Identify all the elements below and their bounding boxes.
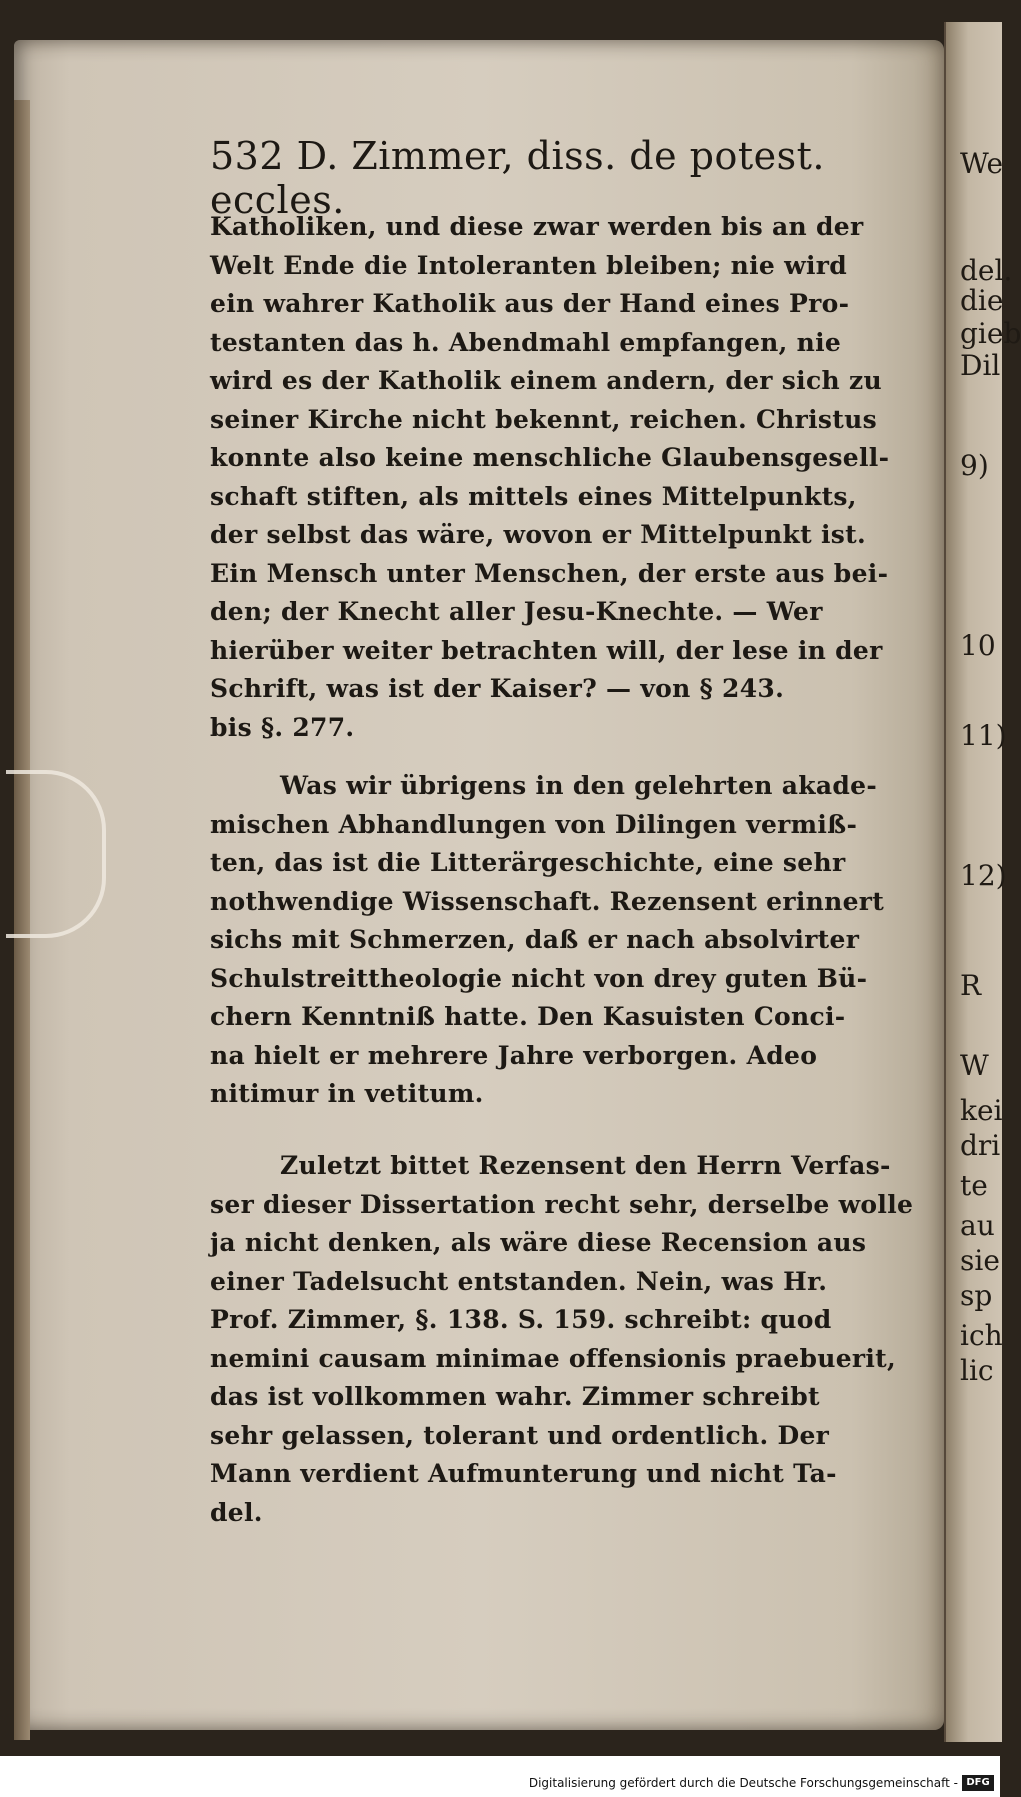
text-line: ser dieser Dissertation recht sehr, derselbe wolle [210, 1189, 914, 1219]
adjacent-page-fragment: die [960, 284, 1004, 317]
adjacent-page-fragment: 11) [960, 719, 1007, 752]
text-line: Was wir übrigens in den gelehrten akade- [280, 771, 878, 800]
text-line: chern Kenntniß hatte. Den Kasuisten Conci- [210, 1002, 846, 1031]
text-line: der selbst das wäre, wovon er Mittelpunkt ist. [210, 520, 866, 549]
adjacent-page-fragment: te [960, 1169, 988, 1202]
adjacent-page-fragment: R [960, 969, 982, 1002]
text-line: na hielt er mehrere Jahre verborgen. Adeo [210, 1040, 818, 1070]
text-line: das ist vollkommen wahr. Zimmer schreibt [210, 1382, 820, 1411]
adjacent-page-fragment: lic [960, 1354, 994, 1387]
adjacent-page-fragment: dri [960, 1129, 1001, 1162]
text-line: Mann verdient Aufmunterung und nicht Ta- [210, 1459, 837, 1488]
paragraph-1 [210, 208, 900, 747]
adjacent-page-fragment: au [960, 1209, 995, 1242]
text-line: Ein Mensch unter Menschen, der erste aus bei- [210, 558, 889, 588]
text-line: del. [210, 1497, 263, 1527]
adjacent-page-fragment: W [960, 1049, 989, 1082]
text-line: testanten das h. Abendmahl empfangen, nie [210, 327, 842, 357]
paragraph-2 [210, 767, 900, 1114]
text-line: Katholiken, und diese zwar werden bis an der [210, 212, 864, 241]
adjacent-page-fragment: gieb [960, 317, 1021, 350]
text-line: nitimur in vetitum. [210, 1079, 484, 1108]
adjacent-page-strip [944, 22, 1021, 1742]
text-line: wird es der Katholik einem andern, der sich zu [210, 366, 882, 395]
adjacent-page-fragment: sie [960, 1244, 1000, 1277]
text-line: seiner Kirche nicht bekennt, reichen. Christus [210, 404, 877, 434]
text-line: ja nicht denken, als wäre diese Recension aus [210, 1228, 867, 1257]
text-line: bis §. 277. [210, 712, 355, 742]
bookmark-ribbon [6, 770, 106, 938]
digitization-credit: Digitalisierung gefördert durch die Deutsche Forschungsgemeinschaft - [528, 1776, 958, 1790]
adjacent-page-fragment: Dil [960, 349, 1001, 382]
adjacent-page-fragment: 12) [960, 859, 1007, 892]
text-line: sehr gelassen, tolerant und ordentlich. Der [210, 1420, 830, 1450]
adjacent-page-fragment: 10 [960, 629, 996, 662]
text-line: Schulstreittheologie nicht von drey guten Bü- [210, 963, 868, 993]
text-line: hierüber weiter betrachten will, der lese in der [210, 635, 883, 665]
text-line: sichs mit Schmerzen, daß er nach absolvirter [210, 925, 860, 954]
text-line: schaft stiften, als mittels eines Mittelpunkts, [210, 481, 857, 511]
text-line: Prof. Zimmer, §. 138. S. 159. schreibt: quod [210, 1305, 832, 1334]
dfg-logo: DFG [962, 1775, 994, 1791]
text-line: einer Tadelsucht entstanden. Nein, was Hr. [210, 1266, 828, 1296]
running-head: 532 D. Zimmer, diss. de potest. eccles. [210, 134, 825, 222]
text-line: ein wahrer Katholik aus der Hand eines Pro- [210, 289, 850, 318]
text-line: den; der Knecht aller Jesu-Knechte. — Wer [210, 597, 823, 626]
text-line: mischen Abhandlungen von Dilingen vermiß- [210, 809, 858, 839]
text-line: nemini causam minimae offensionis praebuerit, [210, 1343, 897, 1373]
adjacent-page-fragment: ich [960, 1319, 1003, 1352]
adjacent-page-fragment: 9) [960, 449, 989, 482]
adjacent-page-fragment: We [960, 147, 1004, 180]
adjacent-page-fragment: sp [960, 1279, 993, 1312]
text-line: konnte also keine menschliche Glaubensgesell- [210, 443, 890, 472]
text-line: ten, das ist die Litterärgeschichte, eine sehr [210, 848, 846, 877]
adjacent-page-fragment: del. [960, 254, 1013, 287]
paragraph-3 [210, 1147, 914, 1532]
adjacent-page-fragment: kei [960, 1094, 1003, 1127]
text-line: Schrift, was ist der Kaiser? — von § 243. [210, 674, 785, 703]
text-line: Welt Ende die Intoleranten bleiben; nie wird [210, 250, 848, 280]
text-line: Zuletzt bittet Rezensent den Herrn Verfas- [280, 1151, 891, 1180]
text-line: nothwendige Wissenschaft. Rezensent erinnert [210, 886, 885, 916]
